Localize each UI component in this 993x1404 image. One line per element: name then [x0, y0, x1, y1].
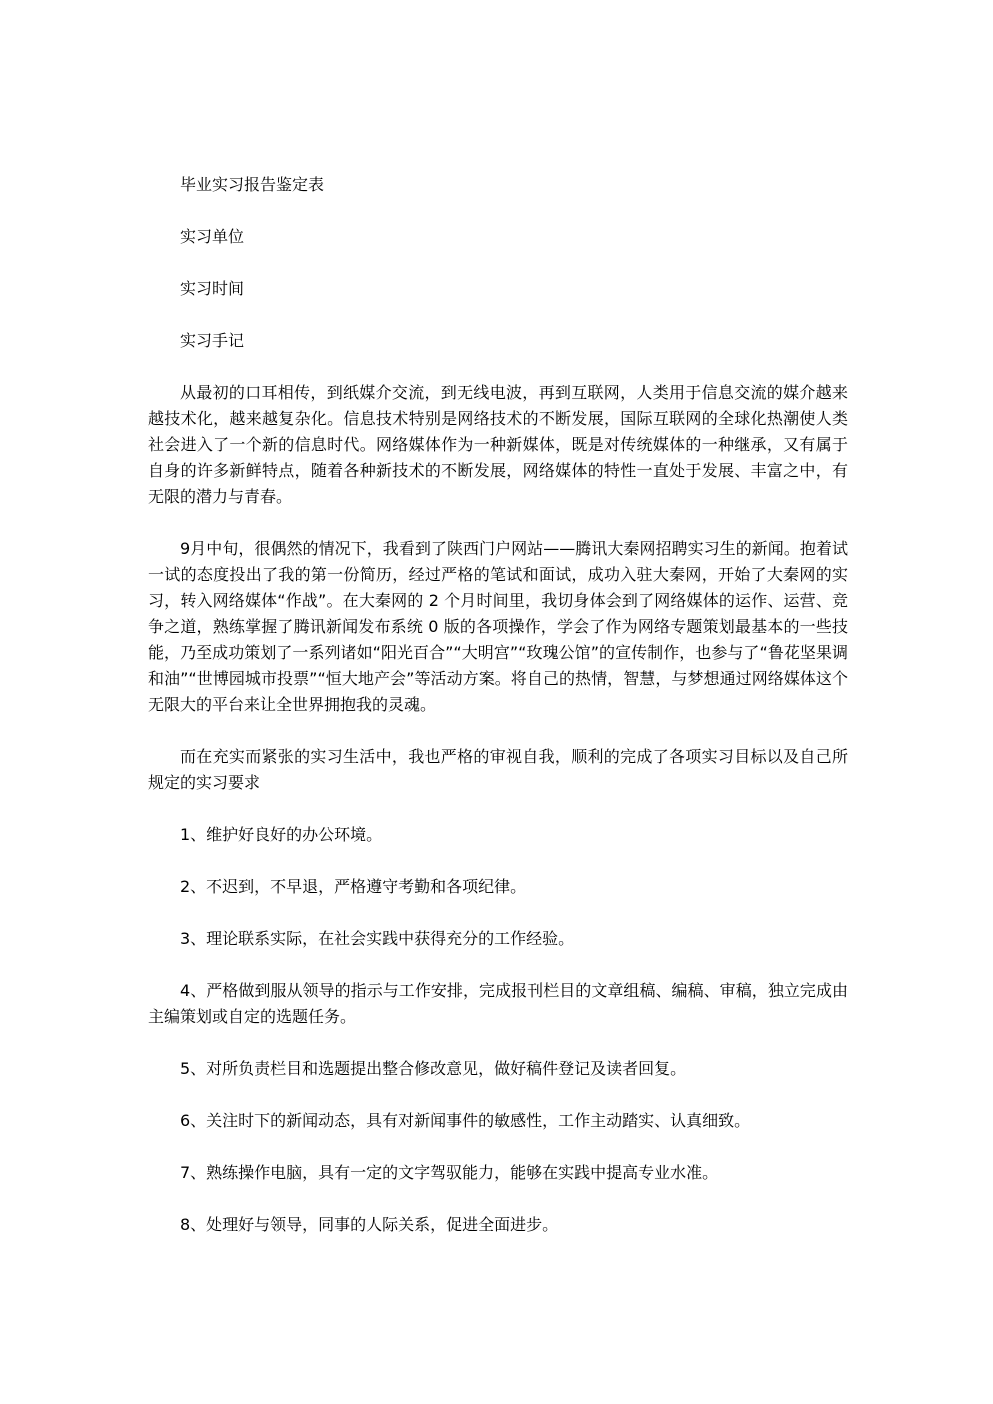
requirement-item-8: 8、处理好与领导，同事的人际关系，促进全面进步。 [180, 1215, 559, 1234]
requirement-item-1: 1、维护好良好的办公环境。 [180, 825, 383, 844]
document-body [148, 172, 848, 1264]
requirement-item-3: 3、理论联系实际，在社会实践中获得充分的工作经验。 [180, 929, 575, 948]
document-title: 毕业实习报告鉴定表 [180, 175, 325, 194]
field-unit-label: 实习单位 [180, 227, 245, 246]
paragraph-internship: 9月中旬，很偶然的情况下，我看到了陕西门户网站——腾讯大秦网招聘实习生的新闻。抱着试一试的态度投出了我的第一份简历，经过严格的笔试和面试，成功入驻大秦网，开始了大秦网的实习，转入网络媒体“作战”。在大秦网的 2 个月时间里，我切身体会到了网络媒体的运作、运营、竞争之道，熟练掌握了腾讯新闻发布系统 0 版的各项操作，学会了作为网络专题策划最基本的一些技能，乃至成功策划了一系列诸如“阳光百合”“大明宫”“玫瑰公馆”的宣传制作，也参与了“鲁花坚果调和油”“世博园城市投票”“恒大地产会”等活动方案。将自己的热情，智慧，与梦想通过网络媒体这个无限大的平台来让全世界拥抱我的灵魂。 [148, 539, 848, 714]
field-time-label: 实习时间 [180, 279, 245, 298]
field-notes-label: 实习手记 [180, 331, 245, 350]
requirement-item-6: 6、关注时下的新闻动态，具有对新闻事件的敏感性，工作主动踏实、认真细致。 [180, 1111, 751, 1130]
requirement-item-4: 4、严格做到服从领导的指示与工作安排，完成报刊栏目的文章组稿、编稿、审稿，独立完成由主编策划或自定的选题任务。 [148, 981, 848, 1026]
paragraph-intro: 从最初的口耳相传，到纸媒介交流，到无线电波，再到互联网，人类用于信息交流的媒介越来越技术化，越来越复杂化。信息技术特别是网络技术的不断发展，国际互联网的全球化热潮使人类社会进入了一个新的信息时代。网络媒体作为一种新媒体，既是对传统媒体的一种继承，又有属于自身的许多新鲜特点，随着各种新技术的不断发展，网络媒体的特性一直处于发展、丰富之中，有无限的潜力与青春。 [148, 383, 848, 506]
paragraph-requirements-intro: 而在充实而紧张的实习生活中，我也严格的审视自我，顺利的完成了各项实习目标以及自己所规定的实习要求 [148, 747, 848, 792]
requirement-item-5: 5、对所负责栏目和选题提出整合修改意见，做好稿件登记及读者回复。 [180, 1059, 687, 1078]
requirement-item-2: 2、不迟到，不早退，严格遵守考勤和各项纪律。 [180, 877, 527, 896]
requirement-item-7: 7、熟练操作电脑，具有一定的文字驾驭能力，能够在实践中提高专业水准。 [180, 1163, 719, 1182]
